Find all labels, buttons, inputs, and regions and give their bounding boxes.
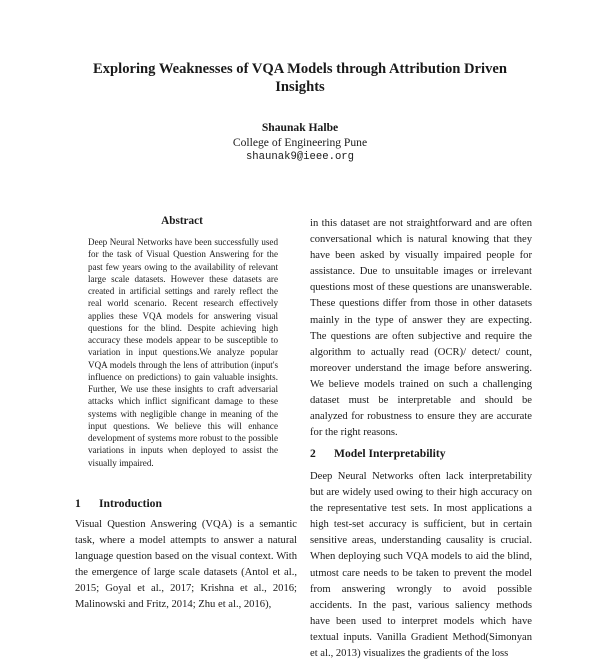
paper-title: Exploring Weaknesses of VQA Models through Attribution Driven Insights — [93, 61, 507, 95]
abstract-heading: Abstract — [161, 215, 203, 227]
abstract-body — [88, 236, 278, 469]
right-column-continuation — [310, 216, 532, 441]
section-1-title: Introduction — [99, 497, 162, 510]
section-1-body — [75, 517, 297, 614]
section-2-heading — [310, 446, 446, 461]
section-2-body — [310, 469, 532, 662]
section-1-heading — [75, 496, 162, 511]
section-1-number: 1 — [75, 497, 81, 510]
section-2-title: Model Interpretability — [334, 447, 446, 460]
author-affiliation: College of Engineering Pune — [232, 136, 368, 149]
author-block — [100, 120, 500, 165]
author-name: Shaunak Halbe — [261, 121, 339, 134]
section-1-text: Visual Question Answering (VQA) is a semantic task, where a model attempts to answer a natural language question based on the visual context. With the emergence of large scale datasets (Antol et al., 2015; Goyal et al., 2017; Krishna et al., 2016; Malinowski and Fritz, 2014; Zhu et al., 2016), — [75, 519, 297, 611]
continuation-text: in this dataset are not straightforward and are often conversational which is natural knowing that they have been asked by visually impaired people for assistance. Due to unsuitable images or irrelevant questions most of these questions are unanswerable. These questions differ from those in other datasets mainly in the type of answer they are expecting. The questions are often subjective and require the algorithm to actually read (OCR)/ detect/ count, moreover understand the image before answering. We believe models trained on such a challenging dataset must be interpretable and should be analyzed for robustness to ensure they are accurate for the right reasons. — [310, 218, 532, 439]
abstract-text: Deep Neural Networks have been successfully used for the task of Visual Question Answering for the past few years owing to the availability of relevant large scale datasets. However these datasets are created in artificial settings and rarely reflect the real world scenario. Recent research effectively applies these VQA models for answering visual questions for the blind. Despite achieving high accuracy these models appear to be susceptible to variation in input questions.We analyze popular VQA models through the lens of attribution (input's influence on predictions) to gain valuable insights. Further, We use these insights to craft adversarial attacks which inflict significant damage to these systems with negligible change in meaning of the input questions. We believe this will enhance development of systems more robust to the possible variations in inputs when deployed to assist the visually impaired. — [88, 237, 278, 468]
section-2-text: Deep Neural Networks often lack interpretability but are widely used owing to their high accuracy on the representative test sets. In most applications a high test-set accuracy is sufficient, but in certain sensitive areas, understanding causality is crucial. When deploying such VQA models to aid the blind, utmost care needs to be taken to prevent the model from answering wrongly to avoid possible accidents. In the past, various saliency methods have been used to interpret models which have textual inputs. Vanilla Gradient Method(Simonyan et al., 2013) visualizes the gradients of the loss — [310, 471, 532, 660]
author-email: shaunak9@ieee.org — [245, 151, 355, 163]
section-2-number: 2 — [310, 447, 316, 460]
